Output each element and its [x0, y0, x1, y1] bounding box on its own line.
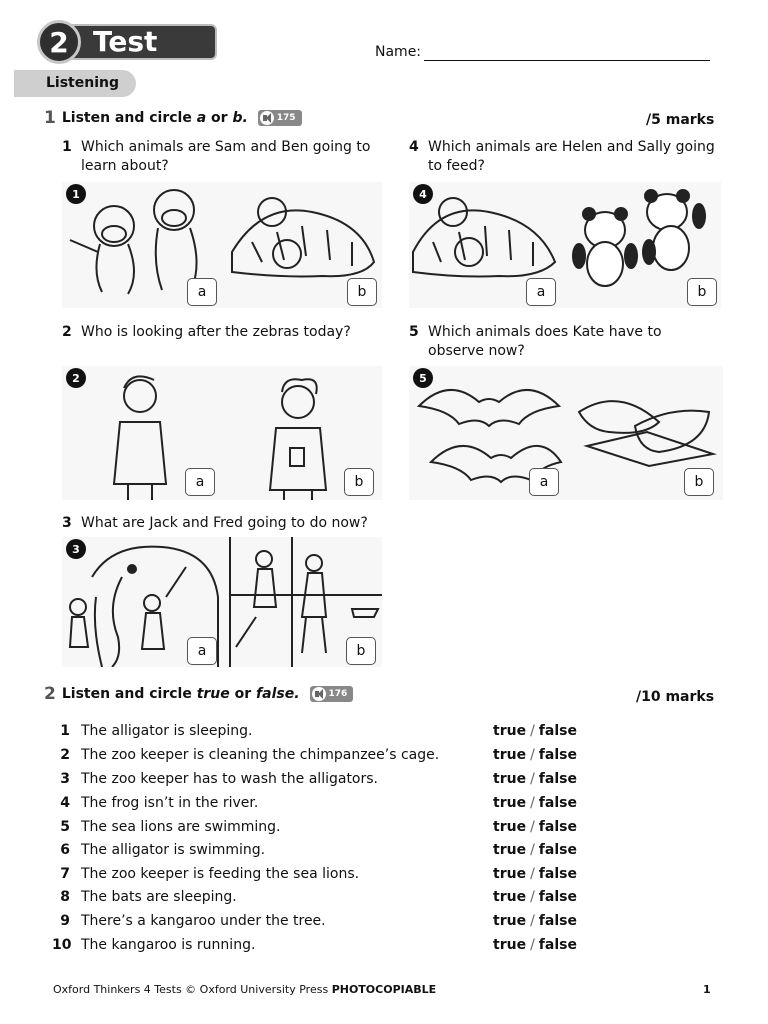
- true-false-choice[interactable]: true / false: [493, 842, 577, 858]
- option-b-box[interactable]: b: [346, 637, 376, 665]
- exercise-number: 2: [44, 684, 56, 704]
- elephant-and-cleaning-illustration: [62, 537, 382, 667]
- tf-row: 1 The alligator is sleeping. true / false: [60, 723, 577, 739]
- true-false-choice[interactable]: true / false: [493, 747, 577, 763]
- name-label: Name:: [375, 44, 422, 60]
- footer-copyright: Oxford Thinkers 4 Tests © Oxford University Press PHOTOCOPIABLE: [53, 983, 437, 996]
- picture-panel-4: [409, 182, 721, 308]
- true-false-choice[interactable]: true / false: [493, 723, 577, 739]
- tf-row: 8 The bats are sleeping. true / false: [60, 889, 577, 905]
- true-false-choice[interactable]: true / false: [493, 866, 577, 882]
- tf-statement: The alligator is swimming.: [81, 842, 266, 858]
- option-b-box[interactable]: b: [684, 468, 714, 496]
- exercise-2-heading: [44, 684, 353, 704]
- exercise-2-marks: /10 marks: [636, 689, 715, 705]
- section-tab-listening: Listening: [14, 70, 136, 97]
- true-false-choice[interactable]: true / false: [493, 889, 577, 905]
- tf-row: 5 The sea lions are swimming. true / false: [60, 819, 577, 835]
- option-a-box[interactable]: a: [529, 468, 559, 496]
- option-a-box[interactable]: a: [526, 278, 556, 306]
- picture-panel-3: [62, 537, 382, 667]
- tf-statement: There’s a kangaroo under the tree.: [81, 913, 326, 929]
- question-2: 2 Who is looking after the zebras today?: [62, 324, 351, 340]
- option-a-box[interactable]: a: [187, 278, 217, 306]
- question-3: 3 What are Jack and Fred going to do now?: [62, 515, 368, 531]
- exercise-1-marks: /5 marks: [646, 112, 715, 128]
- tf-statement: The zoo keeper is cleaning the chimpanzee’s cage.: [81, 747, 440, 763]
- question-5: 5 Which animals does Kate have to observe now?: [409, 324, 662, 359]
- test-badge: [37, 20, 181, 62]
- picture-number: 5: [413, 368, 433, 388]
- tf-row: 7 The zoo keeper is feeding the sea lions. true / false: [60, 866, 577, 882]
- name-field[interactable]: [424, 60, 710, 61]
- zoo-keepers-illustration: [62, 366, 382, 500]
- test-number: 2: [37, 20, 81, 64]
- true-false-choice[interactable]: true / false: [493, 771, 577, 787]
- speaker-icon: [312, 687, 326, 701]
- exercise-instruction: Listen and circle a or b.: [61, 110, 248, 126]
- audio-track-badge[interactable]: 176: [310, 686, 354, 702]
- tf-row: 6 The alligator is swimming. true / false: [60, 842, 577, 858]
- tf-row: 4 The frog isn’t in the river. true / false: [60, 795, 577, 811]
- picture-number: 3: [66, 539, 86, 559]
- tf-row: 10 The kangaroo is running. true / false: [52, 937, 577, 953]
- true-false-choice[interactable]: true / false: [493, 937, 577, 953]
- tf-statement: The sea lions are swimming.: [81, 819, 281, 835]
- exercise-instruction: Listen and circle true or false.: [61, 686, 300, 702]
- picture-panel-1: [62, 182, 382, 308]
- option-b-box[interactable]: b: [344, 468, 374, 496]
- tf-statement: The alligator is sleeping.: [81, 723, 253, 739]
- true-false-choice[interactable]: true / false: [493, 913, 577, 929]
- speaker-icon: [260, 111, 274, 125]
- test-label: Test: [63, 24, 217, 60]
- tf-statement: The kangaroo is running.: [81, 937, 256, 953]
- true-false-choice[interactable]: true / false: [493, 819, 577, 835]
- tigers-and-pandas-illustration: [409, 182, 721, 308]
- question-4: 4 Which animals are Helen and Sally going to feed?: [409, 139, 715, 174]
- option-b-box[interactable]: b: [347, 278, 377, 306]
- picture-panel-2: [62, 366, 382, 500]
- bats-and-sea-lions-illustration: [409, 366, 723, 500]
- page-number: 1: [703, 983, 711, 996]
- picture-number: 2: [66, 368, 86, 388]
- tf-row: 9 There’s a kangaroo under the tree. true / false: [60, 913, 577, 929]
- chimpanzees-and-tigers-illustration: [62, 182, 382, 308]
- picture-number: 1: [66, 184, 86, 204]
- option-a-box[interactable]: a: [185, 468, 215, 496]
- picture-panel-5: [409, 366, 723, 500]
- option-a-box[interactable]: a: [187, 637, 217, 665]
- tf-statement: The bats are sleeping.: [81, 889, 237, 905]
- picture-number: 4: [413, 184, 433, 204]
- tf-statement: The zoo keeper has to wash the alligators.: [81, 771, 379, 787]
- option-b-box[interactable]: b: [687, 278, 717, 306]
- tf-row: 3 The zoo keeper has to wash the alligators. true / false: [60, 771, 577, 787]
- exercise-number: 1: [44, 108, 56, 128]
- tf-statement: The frog isn’t in the river.: [81, 795, 259, 811]
- audio-track-badge[interactable]: 175: [258, 110, 302, 126]
- true-false-choice[interactable]: true / false: [493, 795, 577, 811]
- exercise-1-heading: [44, 108, 302, 128]
- question-1: 1 Which animals are Sam and Ben going to learn about?: [62, 139, 371, 174]
- tf-row: 2 The zoo keeper is cleaning the chimpanzee’s cage. true / false: [60, 747, 577, 763]
- tf-statement: The zoo keeper is feeding the sea lions.: [81, 866, 360, 882]
